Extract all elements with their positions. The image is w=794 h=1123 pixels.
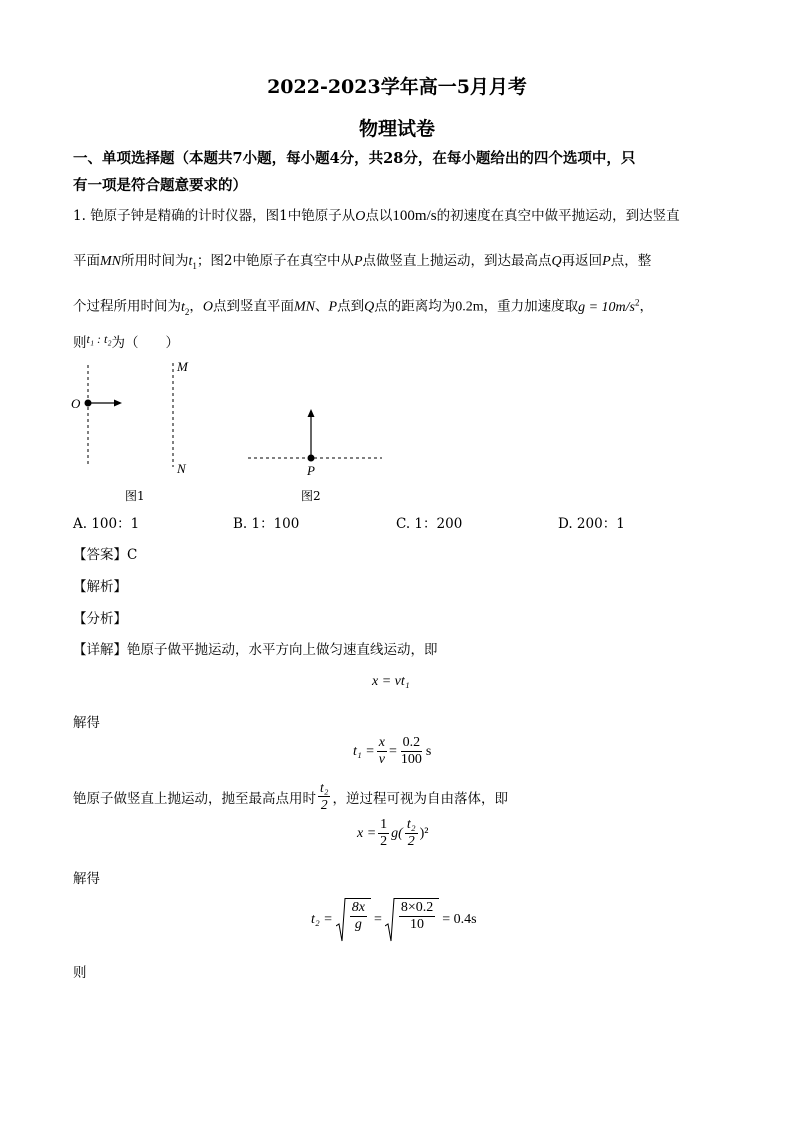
t2-half-frac <box>318 780 330 813</box>
point-O: O <box>355 209 366 224</box>
text-run: ， <box>639 298 653 315</box>
question-line-3 <box>73 292 653 321</box>
numerator: t₂ <box>406 817 416 832</box>
plane-MN: MN <box>294 299 316 315</box>
numerator: x <box>378 735 385 750</box>
plane-MN: MN <box>100 254 121 269</box>
option-b: B. 1：100 <box>233 516 300 532</box>
eq3-tail: )² <box>419 825 429 841</box>
numerator: 0.2 <box>402 735 421 750</box>
caption-fig1: 图1 <box>125 489 145 503</box>
initial-speed: 100m/s <box>392 208 437 224</box>
point-Q: Q <box>551 254 562 269</box>
section-heading <box>73 145 723 199</box>
denominator: 2 <box>320 797 328 812</box>
numerator: t₂ <box>320 780 329 795</box>
caption-fig2: 图2 <box>301 489 321 503</box>
question-line-1 <box>73 206 680 227</box>
question-number: 1. <box>73 208 86 224</box>
section-heading-line1: 一、单项选择题（本题共7小题，每小题4分，共28分，在每小题给出的四个选项中，只 <box>73 150 636 167</box>
eq3-g: g( <box>391 825 403 841</box>
option-d: D. 200：1 <box>558 516 625 532</box>
text-run: 个过程所用时间为 <box>73 298 181 315</box>
label-M: M <box>177 359 188 374</box>
denominator: 100 <box>400 752 422 767</box>
label-O: O <box>71 396 81 411</box>
text-run: 所用时间为 <box>121 253 189 269</box>
eq4-result: = 0.4s <box>442 912 477 927</box>
text-run: 则 <box>73 335 87 351</box>
subscript: 2 <box>184 306 190 317</box>
radical-icon <box>385 898 395 942</box>
var: t <box>188 254 193 269</box>
eq2-lhs: t₁ = <box>353 743 375 759</box>
option-a: A. 100：1 <box>73 516 140 532</box>
text-run: 为（ ） <box>111 335 180 351</box>
answer-value: C <box>127 547 138 563</box>
equation-3 <box>357 817 428 850</box>
equals-sign: = <box>388 743 397 759</box>
question-line-4 <box>73 333 179 353</box>
eq3-lhs: x = <box>357 825 377 841</box>
text-run: 的初速度在真空中做平抛运动，到达竖直 <box>436 208 680 224</box>
text-run: 点到竖直平面 <box>213 298 295 315</box>
denominator: 2 <box>407 834 415 849</box>
point-Q: Q <box>364 299 375 315</box>
point-P: P <box>328 299 338 315</box>
text-run: ，重力加速度取 <box>483 298 579 315</box>
eq2-frac1 <box>377 735 387 768</box>
var: t <box>181 299 185 315</box>
text-run: ；图2中铯原子在真空中从 <box>196 253 354 269</box>
text-run: 平面 <box>73 253 100 269</box>
point-P: P <box>602 254 611 269</box>
sqrt-2-frac <box>399 900 435 942</box>
label-P: P <box>307 463 315 478</box>
sqrt-2 <box>385 898 439 942</box>
equation-1 <box>372 674 410 690</box>
numerator: 8×0.2 <box>400 900 434 915</box>
ze-line: 则 <box>73 965 87 981</box>
equation-1-text: x = vt₁ <box>372 674 410 689</box>
text-run: 铯原子钟是精确的计时仪器，图1中铯原子从 <box>90 208 356 224</box>
point-O: O <box>202 299 214 315</box>
jiede-2: 解得 <box>73 871 100 887</box>
line-b-text2: ，逆过程可视为自由落体，即 <box>332 790 508 807</box>
question-figure <box>60 355 400 510</box>
jiede-1: 解得 <box>73 715 100 731</box>
text-run: 点做竖直上抛运动，到达最高点 <box>362 253 552 269</box>
eq2-frac2 <box>399 735 424 768</box>
denominator: v <box>378 752 385 767</box>
text-run: 再返回 <box>561 253 603 269</box>
unit: s <box>425 743 432 759</box>
text-run: 点的距离均为 <box>374 298 456 315</box>
arrow-up-icon <box>308 409 315 417</box>
arrow-right-icon <box>114 400 122 407</box>
text-run: ， <box>189 298 203 315</box>
detail-line <box>73 638 438 658</box>
gravity-value <box>578 297 640 315</box>
eq4-lhs: t₂ = <box>311 912 333 927</box>
text-run: 点到 <box>337 298 365 315</box>
equals-sign: = <box>373 912 382 927</box>
line-b-text: 铯原子做竖直上抛运动，抛至最高点用时 <box>73 790 316 807</box>
equation-4 <box>311 898 477 942</box>
equation-2 <box>353 735 431 768</box>
text-run: 点，整 <box>610 253 652 269</box>
numerator: 1 <box>380 817 388 832</box>
section-heading-line2: 有一项是符合题意要求的） <box>73 177 247 194</box>
label-N: N <box>177 461 186 476</box>
detail-tag: 【详解】 <box>73 642 127 658</box>
eq3-frac-t2 <box>405 817 418 850</box>
text-run: 点以 <box>365 208 393 224</box>
distance-value: 0.2m <box>455 299 484 315</box>
line-b <box>73 780 508 813</box>
option-c: C. 1：200 <box>396 516 463 532</box>
subscript: 1 <box>192 260 197 271</box>
sqrt-1 <box>336 898 371 942</box>
eq3-frac-half <box>378 817 389 850</box>
sqrt-1-frac <box>350 900 367 942</box>
fenxi-tag: 【分析】 <box>73 611 127 627</box>
denominator: 10 <box>410 917 425 932</box>
gravity-text: g = 10m/s <box>578 299 635 315</box>
answer-tag: 【答案】 <box>73 547 127 563</box>
ratio-expression: t₁ : t₂ <box>86 332 112 346</box>
time-t1 <box>189 254 197 269</box>
point-P: P <box>353 254 363 269</box>
denominator: 2 <box>380 834 388 849</box>
question-line-2 <box>73 251 651 276</box>
superscript: 2 <box>635 297 640 307</box>
analysis-tag: 【解析】 <box>73 579 127 595</box>
page-subtitle: 物理试卷 <box>358 118 435 140</box>
radical-icon <box>336 898 346 942</box>
text-run: 、 <box>315 298 329 315</box>
answer-line <box>73 543 137 563</box>
numerator: 8x <box>351 900 365 915</box>
page-title: 2022-2023学年高一5月月考 <box>267 76 527 98</box>
denominator: g <box>354 917 362 932</box>
detail-text: 铯原子做平抛运动，水平方向上做匀速直线运动，即 <box>127 642 438 658</box>
